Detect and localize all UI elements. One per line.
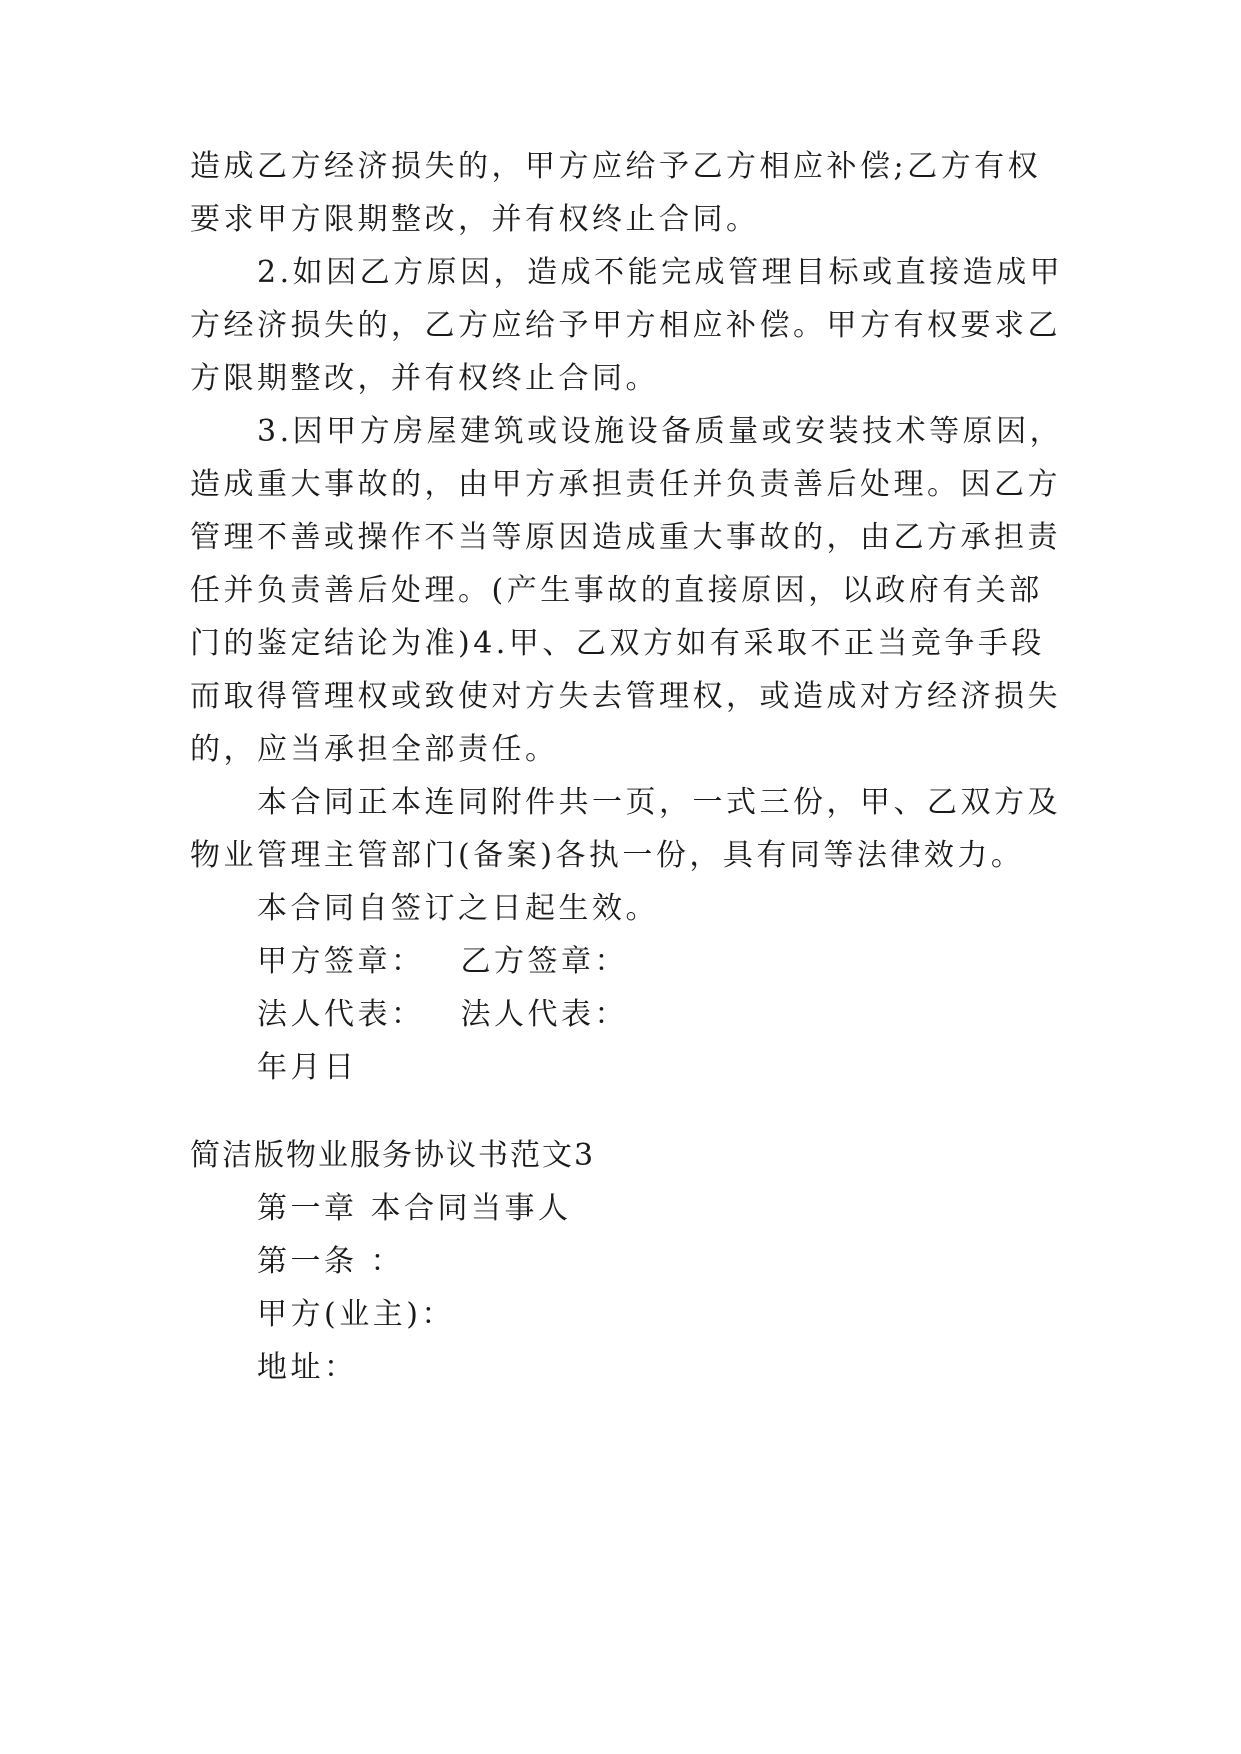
representative-row [257,995,628,1035]
paragraph-line: 的，应当承担全部责任。 [190,732,559,767]
paragraph-line: 3.因甲方房屋建筑或设施设备质量或安装技术等原因， [257,414,1064,449]
paragraph-line: 而取得管理权或致使对方失去管理权，或造成对方经济损失 [190,679,1061,714]
paragraph-line: 物业管理主管部门(备案)各执一份，具有同等法律效力。 [190,838,1025,873]
paragraph-line: 造成乙方经济损失的，甲方应给予乙方相应补偿;乙方有权 [190,149,1042,184]
paragraph-line: 造成重大事故的，由甲方承担责任并负责善后处理。因乙方 [190,467,1061,502]
paragraph-line: 方经济损失的，乙方应给予甲方相应补偿。甲方有权要求乙 [190,308,1061,343]
party-a-rep-label: 法人代表： [257,997,425,1032]
party-b-seal-label: 乙方签章： [460,944,628,979]
paragraph-line: 本合同正本连同附件共一页，一式三份，甲、乙双方及 [257,785,1061,820]
party-a-seal-label: 甲方签章： [257,944,425,979]
paragraph-line: 门的鉴定结论为准)4.甲、乙双方如有采取不正当竞争手段 [190,626,1045,661]
paragraph-line: 要求甲方限期整改，并有权终止合同。 [190,202,760,237]
party-b-rep-label: 法人代表： [460,997,628,1032]
party-a-label: 甲方(业主)： [257,1297,455,1332]
paragraph-line: 本合同自签订之日起生效。 [257,891,659,926]
signature-row [257,942,628,982]
date-line: 年月日 [257,1050,358,1085]
paragraph-line: 方限期整改，并有权终止合同。 [190,361,659,396]
chapter-heading: 第一章 本合同当事人 [257,1191,572,1226]
paragraph-line: 管理不善或操作不当等原因造成重大事故的，由乙方承担责 [190,520,1061,555]
address-label: 地址： [257,1350,358,1385]
paragraph-line: 2.如因乙方原因，造成不能完成管理目标或直接造成甲 [257,255,1064,290]
paragraph-line: 任并负责善后处理。(产生事故的直接原因，以政府有关部 [190,573,1043,608]
article-heading: 第一条 ： [257,1244,405,1279]
section-title: 简洁版物业服务协议书范文3 [190,1138,596,1173]
